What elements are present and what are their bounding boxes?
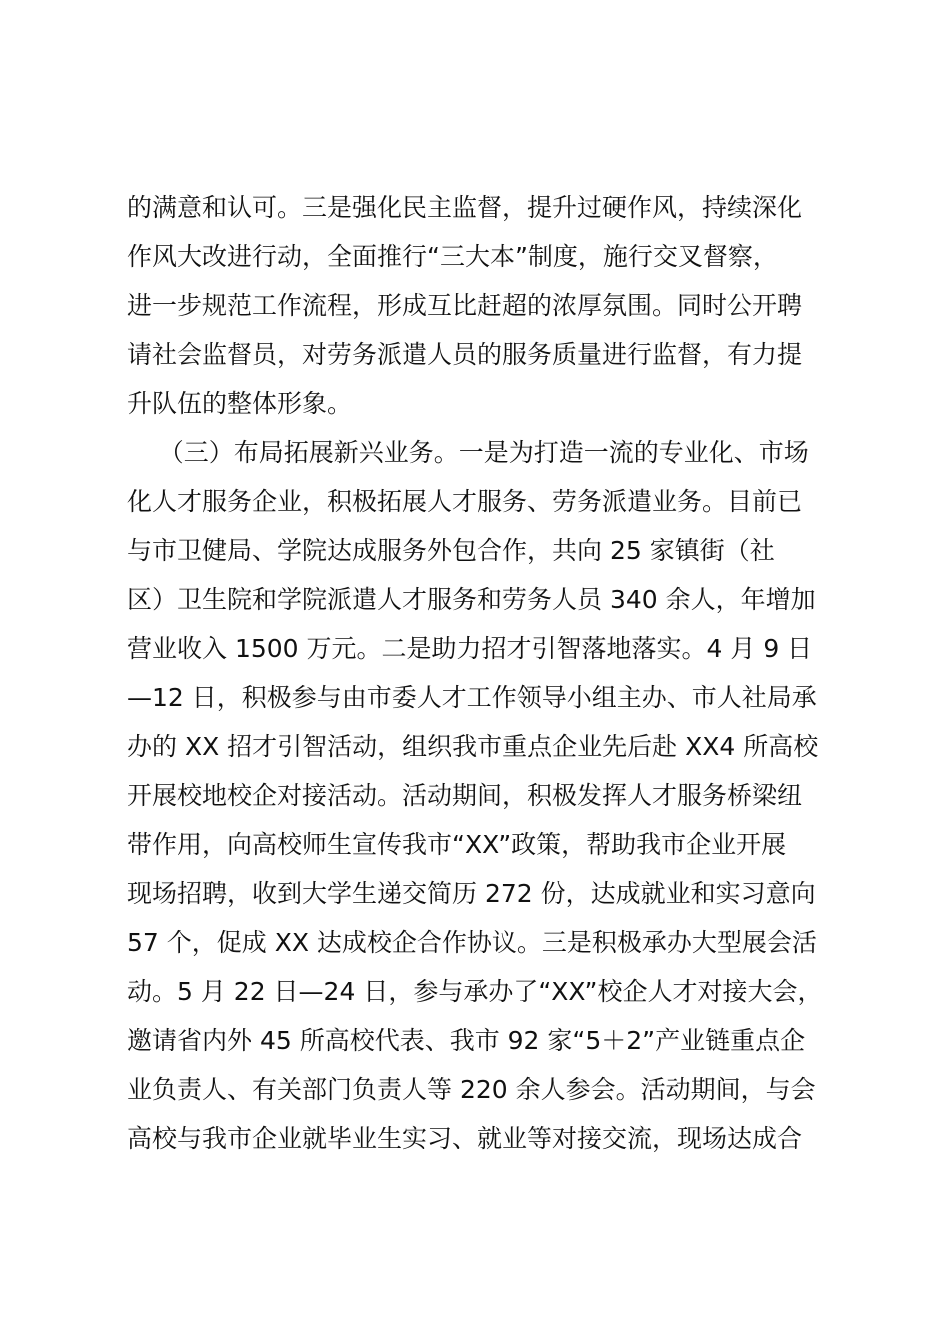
text-line: 业负责人、有关部门负责人等 220 余人参会。活动期间，与会 [127,1075,816,1104]
text-line: 开展校地校企对接活动。活动期间，积极发挥人才服务桥梁纽 [127,781,803,810]
text-line: 作风大改进行动，全面推行“三大本”制度，施行交叉督察， [127,242,778,271]
text-line: 57 个，促成 XX 达成校企合作协议。三是积极承办大型展会活 [127,928,817,957]
text-line: 邀请省内外 45 所高校代表、我市 92 家“5＋2”产业链重点企 [127,1026,806,1055]
text-line: 化人才服务企业，积极拓展人才服务、劳务派遣业务。目前已 [127,487,803,516]
body-text [127,183,867,1163]
text-line: 与市卫健局、学院达成服务外包合作，共向 25 家镇街（社 [127,536,775,565]
text-line: 升队伍的整体形象。 [127,389,353,418]
text-line: 进一步规范工作流程，形成互比赶超的浓厚氛围。同时公开聘 [127,291,803,320]
text-line: 区）卫生院和学院派遣人才服务和劳务人员 340 余人，年增加 [127,585,816,614]
text-line: 动。5 月 22 日—24 日，参与承办了“XX”校企人才对接大会， [127,977,823,1006]
section-heading-line: （三）布局拓展新兴业务。一是为打造一流的专业化、市场 [127,438,809,467]
text-line: —12 日，积极参与由市委人才工作领导小组主办、市人社局承 [127,683,817,712]
text-line: 的满意和认可。三是强化民主监督，提升过硬作风，持续深化 [127,193,803,222]
text-line: 请社会监督员，对劳务派遣人员的服务质量进行监督，有力提 [127,340,803,369]
text-line: 现场招聘，收到大学生递交简历 272 份，达成就业和实习意向 [127,879,816,908]
text-line: 高校与我市企业就毕业生实习、就业等对接交流，现场达成合 [127,1124,803,1153]
text-line: 带作用，向高校师生宣传我市“XX”政策，帮助我市企业开展 [127,830,787,859]
text-line: 营业收入 1500 万元。二是助力招才引智落地落实。4 月 9 日 [127,634,813,663]
text-line: 办的 XX 招才引智活动，组织我市重点企业先后赴 XX4 所高校 [127,732,819,761]
